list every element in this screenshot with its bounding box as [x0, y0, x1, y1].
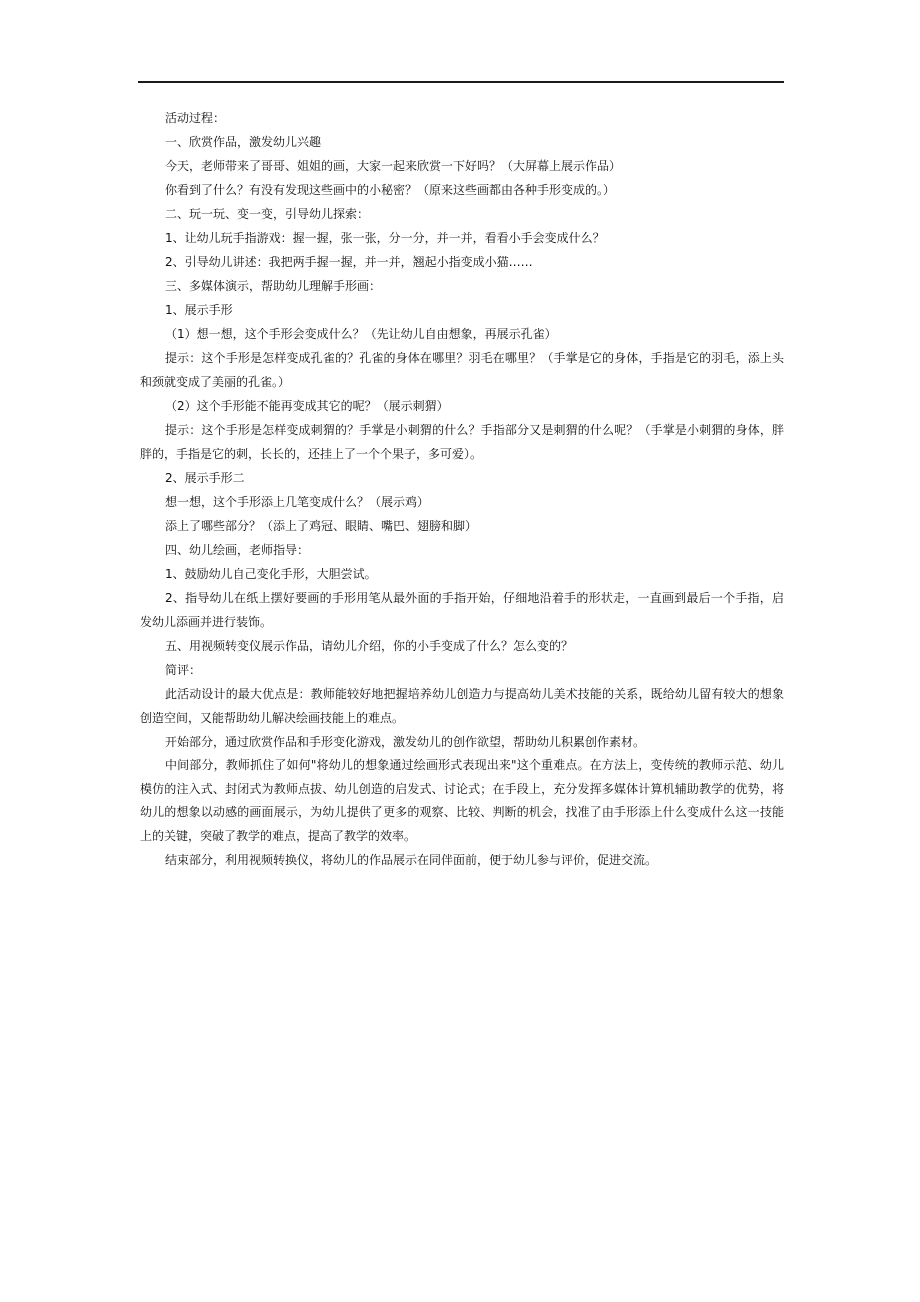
paragraph: 提示：这个手形是怎样变成刺猬的？手掌是小刺猬的什么？手指部分又是刺猬的什么呢？（手掌是小刺猬的身体，胖胖的，手指是它的刺，长长的，还挂上了一个个果子，多可爱）。: [140, 423, 784, 461]
list-item: 1、展示手形: [165, 303, 233, 317]
list-item: 1、让幼儿玩手指游戏：握一握，张一张，分一分，并一并，看看小手会变成什么？: [165, 231, 605, 245]
paragraph: 想一想，这个手形添上几笔变成什么？（展示鸡）: [165, 495, 430, 509]
step-heading-1: 一、欣赏作品，激发幼儿兴趣: [165, 135, 322, 149]
paragraph: 今天，老师带来了哥哥、姐姐的画，大家一起来欣赏一下好吗？（大屏幕上展示作品）: [165, 159, 622, 173]
paragraph: 开始部分，通过欣赏作品和手形变化游戏，激发幼儿的创作欲望，帮助幼儿积累创作素材。: [165, 735, 646, 749]
paragraph: 结束部分，利用视频转换仪，将幼儿的作品展示在同伴面前，便于幼儿参与评价，促进交流。: [165, 853, 658, 867]
paragraph: 中间部分，教师抓住了如何"将幼儿的想象通过绘画形式表现出来"这个重难点。在方法上，变传统的教师示范、幼儿模仿的注入式、封闭式为教师点拔、幼儿创造的启发式、讨论式；在手段上，充分发挥多媒体计算机辅助教学的优势，将幼儿的想象以动感的画面展示，为幼儿提供了更多的观察、比较、判断的机会，找准了由手形添上什么变成什么这一技能上的关键，突破了教学的难点，提高了教学的效率。: [140, 758, 784, 843]
list-item: 2、引导幼儿讲述：我把两手握一握，并一并，翘起小指变成小猫……: [165, 255, 533, 269]
step-heading-5: 五、用视频转变仪展示作品，请幼儿介绍，你的小手变成了什么？怎么变的？: [165, 639, 574, 653]
document-body: [140, 106, 784, 872]
list-item: 2、展示手形二: [165, 471, 245, 485]
paragraph: 提示：这个手形是怎样变成孔雀的？孔雀的身体在哪里？羽毛在哪里？（手掌是它的身体，手指是它的羽毛，添上头和颈就变成了美丽的孔雀。）: [140, 351, 784, 389]
paragraph: 你看到了什么？有没有发现这些画中的小秘密？（原来这些画都由各种手形变成的。）: [165, 183, 616, 197]
sub-item: （1）想一想，这个手形会变成什么？（先让幼儿自由想象，再展示孔雀）: [165, 327, 557, 341]
list-item: 2、指导幼儿在纸上摆好要画的手形用笔从最外面的手指开始，仔细地沿着手的形状走，一直画到最后一个手指，启发幼儿添画并进行装饰。: [140, 591, 784, 629]
header-rule: [138, 81, 784, 83]
sub-item: （2）这个手形能不能再变成其它的呢？（展示刺猬）: [165, 399, 449, 413]
section-heading-review: 简评：: [165, 663, 202, 677]
list-item: 1、鼓励幼儿自己变化手形，大胆尝试。: [165, 567, 377, 581]
step-heading-4: 四、幼儿绘画，老师指导：: [165, 543, 310, 557]
step-heading-2: 二、玩一玩、变一变，引导幼儿探索：: [165, 207, 370, 221]
paragraph: 此活动设计的最大优点是：教师能较好地把握培养幼儿创造力与提高幼儿美术技能的关系，既给幼儿留有较大的想象创造空间，又能帮助幼儿解决绘画技能上的难点。: [140, 687, 784, 725]
step-heading-3: 三、多媒体演示，帮助幼儿理解手形画：: [165, 279, 382, 293]
section-heading-activity-process: 活动过程：: [165, 111, 226, 125]
paragraph: 添上了哪些部分？（添上了鸡冠、眼睛、嘴巴、翅膀和脚）: [165, 519, 478, 533]
